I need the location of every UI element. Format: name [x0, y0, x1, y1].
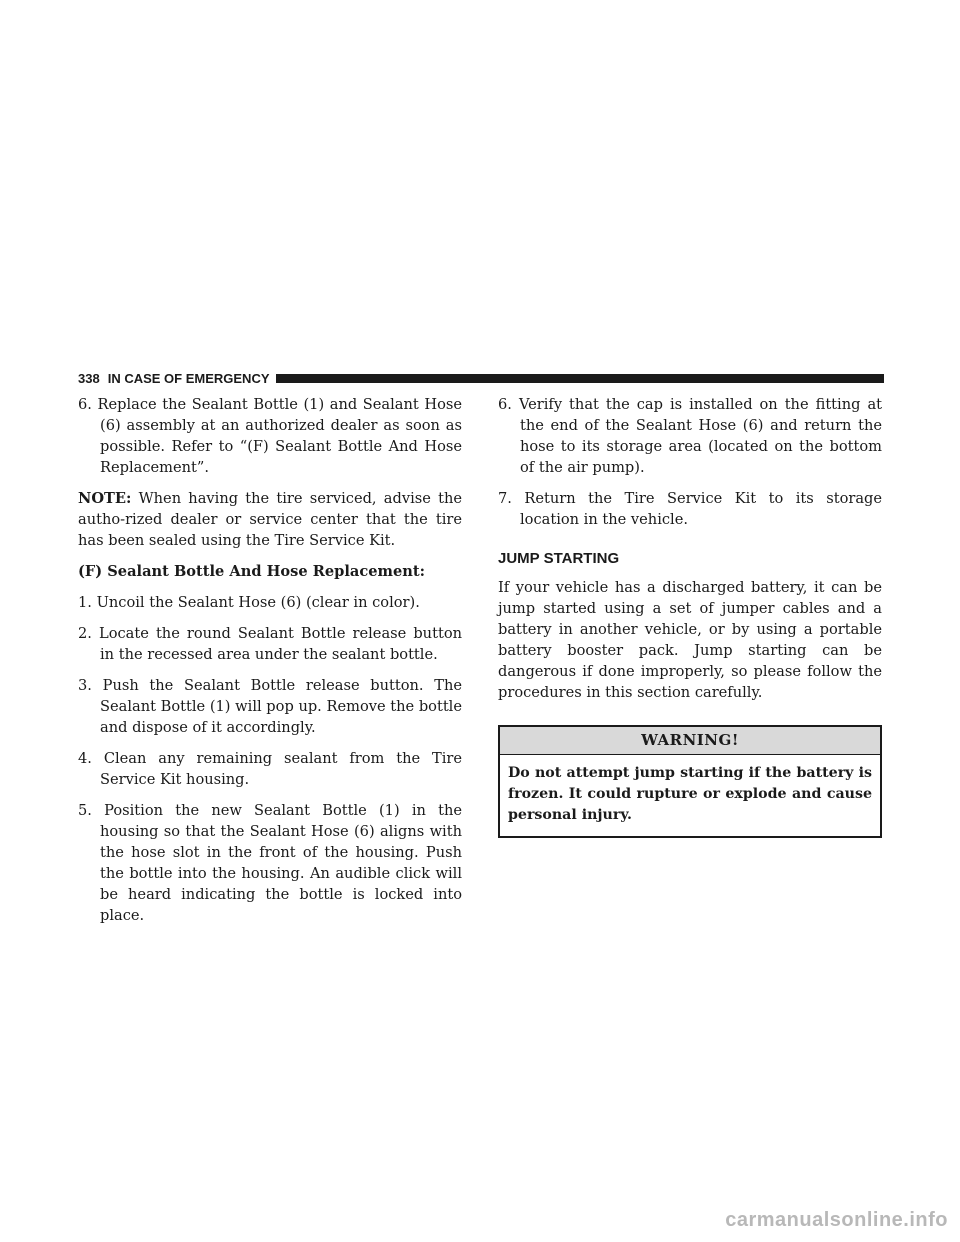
- section-title: JUMP STARTING: [498, 550, 620, 567]
- left-column: [78, 394, 462, 936]
- item-text: Uncoil the Sealant Hose (6) (clear in color).: [96, 594, 420, 611]
- list-item: [78, 623, 462, 665]
- page-header: [78, 370, 884, 386]
- warning-title: WARNING!: [500, 727, 880, 755]
- item-number: 5.: [78, 802, 92, 819]
- subheading: (F) Sealant Bottle And Hose Replacement:: [78, 563, 426, 580]
- item-text: Push the Sealant Bottle release button. The Sealant Bottle (1) will pop up. Remove the bottle and dispose of it accordingly.: [100, 677, 462, 736]
- warning-text: Do not attempt jump starting if the battery is frozen. It could rupture or explode and cause personal injury.: [508, 765, 872, 823]
- item-number: 6.: [498, 396, 512, 413]
- list-item: [498, 394, 882, 478]
- item-number: 6.: [78, 396, 92, 413]
- note-label: NOTE:: [78, 490, 132, 507]
- list-item: [498, 488, 882, 530]
- warning-box: [498, 725, 882, 838]
- list-item: [78, 592, 462, 613]
- item-text: Verify that the cap is installed on the fitting at the end of the Sealant Hose (6) and return the hose to its storage area (located on the bottom of the air pump).: [518, 396, 883, 476]
- note-paragraph: [78, 488, 462, 551]
- list-item: [78, 800, 462, 926]
- item-text: Return the Tire Service Kit to its storage location in the vehicle.: [520, 490, 883, 528]
- item-number: 3.: [78, 677, 92, 694]
- item-number: 7.: [498, 490, 512, 507]
- watermark: carmanualsonline.info: [725, 1209, 948, 1231]
- item-text: Replace the Sealant Bottle (1) and Sealant Hose (6) assembly at an authorized dealer as soon as possible. Refer to “(F) Sealant Bottle And Hose Replacement”.: [97, 396, 463, 476]
- item-number: 1.: [78, 594, 92, 611]
- list-item: [78, 748, 462, 790]
- item-text: Clean any remaining sealant from the Tire Service Kit housing.: [100, 750, 463, 788]
- item-number: 4.: [78, 750, 92, 767]
- item-text: Position the new Sealant Bottle (1) in the housing so that the Sealant Hose (6) aligns with the hose slot in the front of the housing. Push the bottle into the housing. An audible click will be heard indicating the bottle is locked into place.: [100, 802, 463, 924]
- item-text: Locate the round Sealant Bottle release button in the recessed area under the sealant bottle.: [99, 625, 462, 663]
- section-name: IN CASE OF EMERGENCY: [107, 370, 270, 386]
- list-item: [78, 675, 462, 738]
- right-column: [498, 394, 882, 838]
- header-rule: [276, 374, 885, 383]
- page-number: 338: [78, 370, 100, 386]
- list-item: [78, 394, 462, 478]
- item-number: 2.: [78, 625, 92, 642]
- note-text: When having the tire serviced, advise the autho-rized dealer or service center that the tire has been sealed using the Tire Service Kit.: [78, 490, 462, 549]
- intro-paragraph: If your vehicle has a discharged battery, it can be jump started using a set of jumper cables and a battery in another vehicle, or by using a portable battery booster pack. Jump starting can be dangerous if done improperly, so please follow the procedures in this section carefully.: [498, 579, 882, 701]
